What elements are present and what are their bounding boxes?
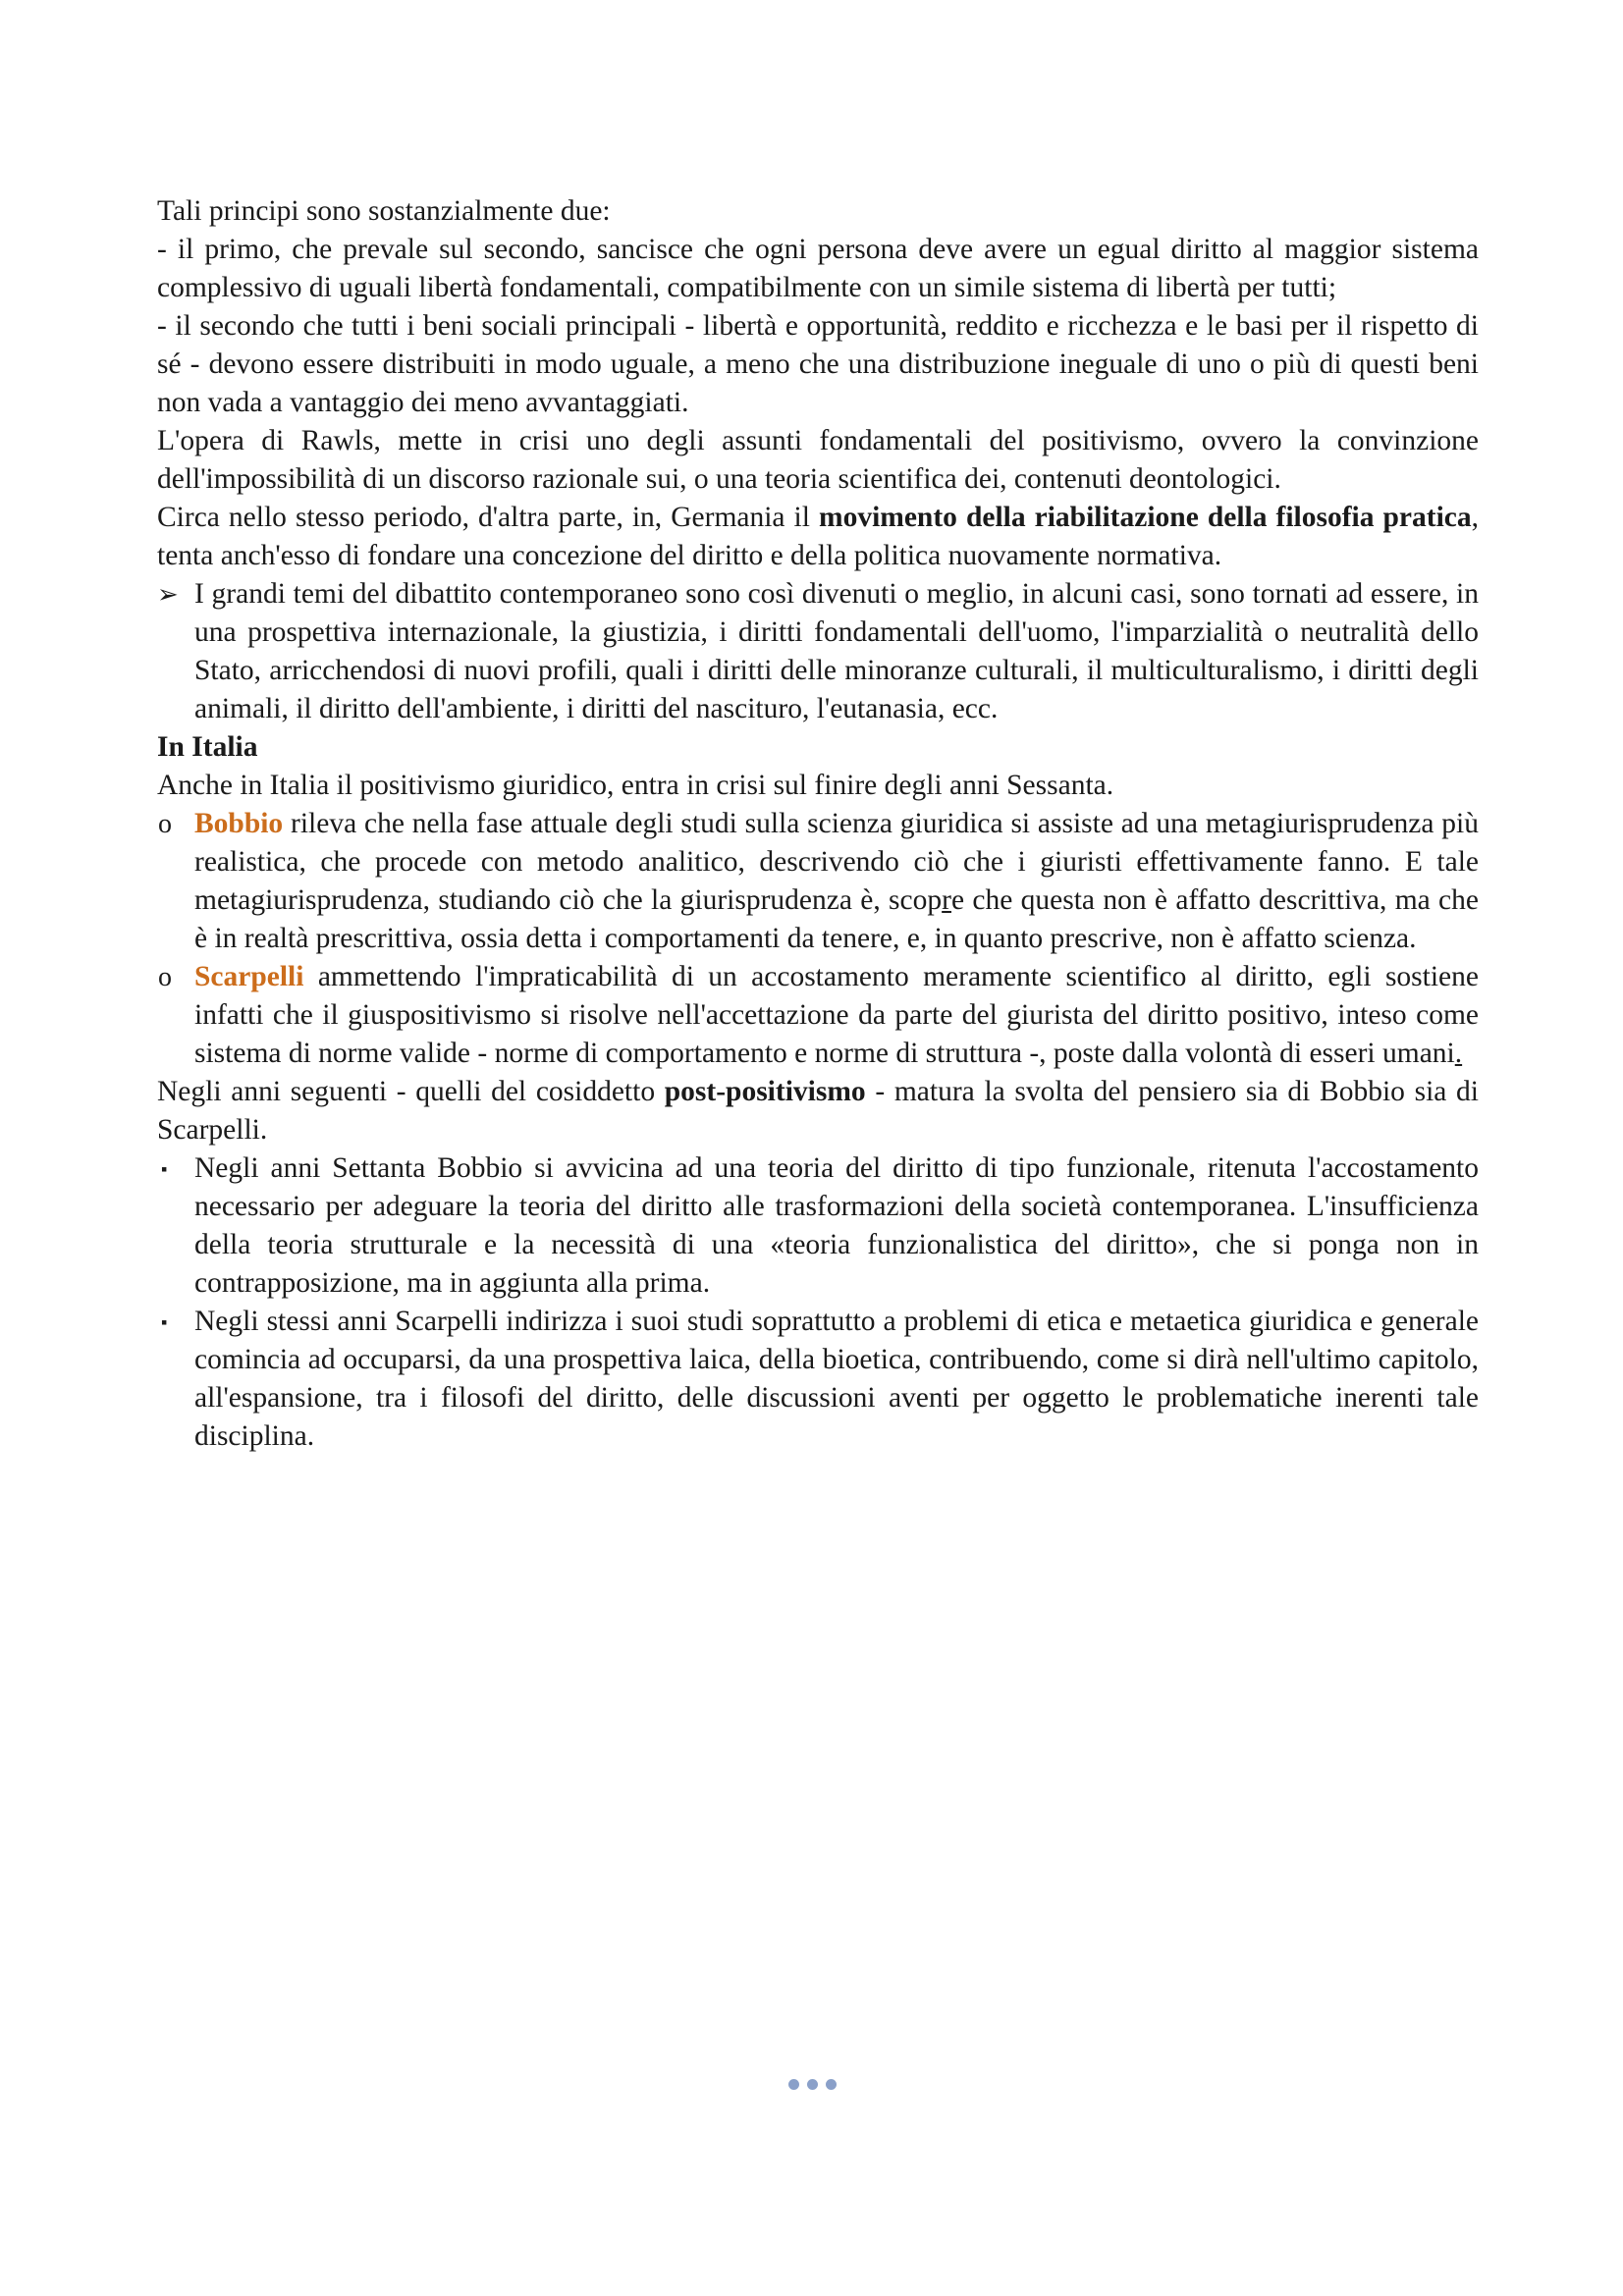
arrow-bullet-icon: ➢ (157, 580, 179, 609)
list-item-square-1 (157, 1149, 1479, 1303)
bobbio-text-a: rileva che nella fase attuale degli studi sulla scienza giuridica si assiste ad una metagiurisprudenza più realistica, che procede con metodo analitico, descrivendo ciò che i giuristi effettivamente fanno. E tale metagiurisprudenza, studiando ciò che la giurisprudenza è, scop (194, 808, 1479, 916)
scarpelli-name: Scarpelli (194, 961, 304, 992)
post-text-pre: Negli anni seguenti - quelli del cosiddetto (157, 1076, 665, 1107)
document-body (157, 192, 1479, 1456)
square-bullet-icon: ▪ (161, 1312, 168, 1332)
scarpelli-text: ammettendo l'impraticabilità di un accostamento meramente scientifico al diritto, egli sostiene infatti che il giuspositivismo si risolve nell'accettazione da parte del giurista del diritto positivo, inteso come sistema di norme valide - norme di comportamento e norme di struttura -, poste dalla volontà di esseri umani (194, 961, 1479, 1069)
dot (826, 2079, 837, 2090)
ellipsis-dots-icon (788, 2079, 847, 2093)
intro-line: Tali principi sono sostanzialmente due: (157, 195, 611, 227)
circle-bullet-icon: o (158, 962, 172, 992)
list-item (157, 575, 1479, 728)
circle-bullet-icon: o (158, 809, 172, 839)
bobbio-text-b: e che questa non è affatto descrittiva, ma che è in realtà prescrittiva, ossia detta i comportamenti da tenere, e, in quanto prescrive, non è affatto scienza. (194, 884, 1479, 954)
list-item-square-2 (157, 1303, 1479, 1456)
germany-bold-term: movimento della riabilitazione della filosofia pratica (819, 502, 1472, 533)
germany-text-pre: Circa nello stesso periodo, d'altra parte, in, Germania il (157, 502, 819, 533)
post-positivism-paragraph (157, 1073, 1479, 1149)
arrow-bullet-text: I grandi temi del dibattito contemporaneo sono così divenuti o meglio, in alcuni casi, sono tornati ad essere, in una prospettiva internazionale, la giustizia, i diritti fondamentali dell'uomo, l'imparzialità o neutralità dello Stato, arricchendosi di nuovi profili, quali i diritti delle minoranze culturali, il multiculturalismo, i diritti degli animali, il diritto dell'ambiente, i diritti del nascituro, l'eutanasia, ecc. (194, 578, 1479, 724)
scarpelli-end-period: . (1454, 1038, 1463, 1069)
bobbio-underlined-letter: r (942, 884, 951, 916)
italy-intro: Anche in Italia il positivismo giuridico, entra in crisi sul finire degli anni Sessanta. (157, 770, 1114, 801)
dot (807, 2079, 818, 2090)
bobbio-name: Bobbio (194, 808, 284, 839)
list-item-scarpelli (157, 958, 1479, 1073)
dot (788, 2079, 799, 2090)
section-heading-italy: In Italia (157, 731, 258, 763)
post-text-post: - matura la svolta del pensiero sia di Bobbio sia di Scarpelli. (157, 1076, 1479, 1146)
first-principle: - il primo, che prevale sul secondo, sancisce che ogni persona deve avere un egual diritto al maggior sistema complessivo di uguali libertà fondamentali, compatibilmente con un simile sistema di libertà per tutti; (157, 234, 1479, 303)
germany-text-post: , tenta anch'esso di fondare una concezione del diritto e della politica nuovamente normativa. (157, 502, 1479, 571)
rawls-paragraph: L'opera di Rawls, mette in crisi uno degli assunti fondamentali del positivismo, ovvero la convinzione dell'impossibilità di un discorso razionale sui, o una teoria scientifica dei, contenuti deontologici. (157, 425, 1479, 495)
square-bullet-text-1: Negli anni Settanta Bobbio si avvicina ad una teoria del diritto di tipo funzionale, ritenuta l'accostamento necessario per adeguare la teoria del diritto alle trasformazioni della società contemporanea. L'insufficienza della teoria strutturale e la necessità di una «teoria funzionalistica del diritto», che si ponga non in contrapposizione, ma in aggiunta alla prima. (194, 1152, 1479, 1299)
list-item-bobbio (157, 805, 1479, 958)
post-bold-term: post-positivismo (664, 1076, 866, 1107)
second-principle: - il secondo che tutti i beni sociali principali - libertà e opportunità, reddito e ricchezza e le basi per il rispetto di sé - devono essere distribuiti in modo uguale, a meno che una distribuzione ineguale di uno o più di questi beni non vada a vantaggio dei meno avvantaggiati. (157, 310, 1479, 418)
square-bullet-icon: ▪ (161, 1159, 168, 1179)
square-bullet-text-2: Negli stessi anni Scarpelli indirizza i suoi studi soprattutto a problemi di etica e metaetica giuridica e generale comincia ad occuparsi, da una prospettiva laica, della bioetica, contribuendo, come si dirà nell'ultimo capitolo, all'espansione, tra i filosofi del diritto, delle discussioni aventi per oggetto le problematiche inerenti tale disciplina. (194, 1306, 1479, 1452)
germany-paragraph (157, 499, 1479, 575)
